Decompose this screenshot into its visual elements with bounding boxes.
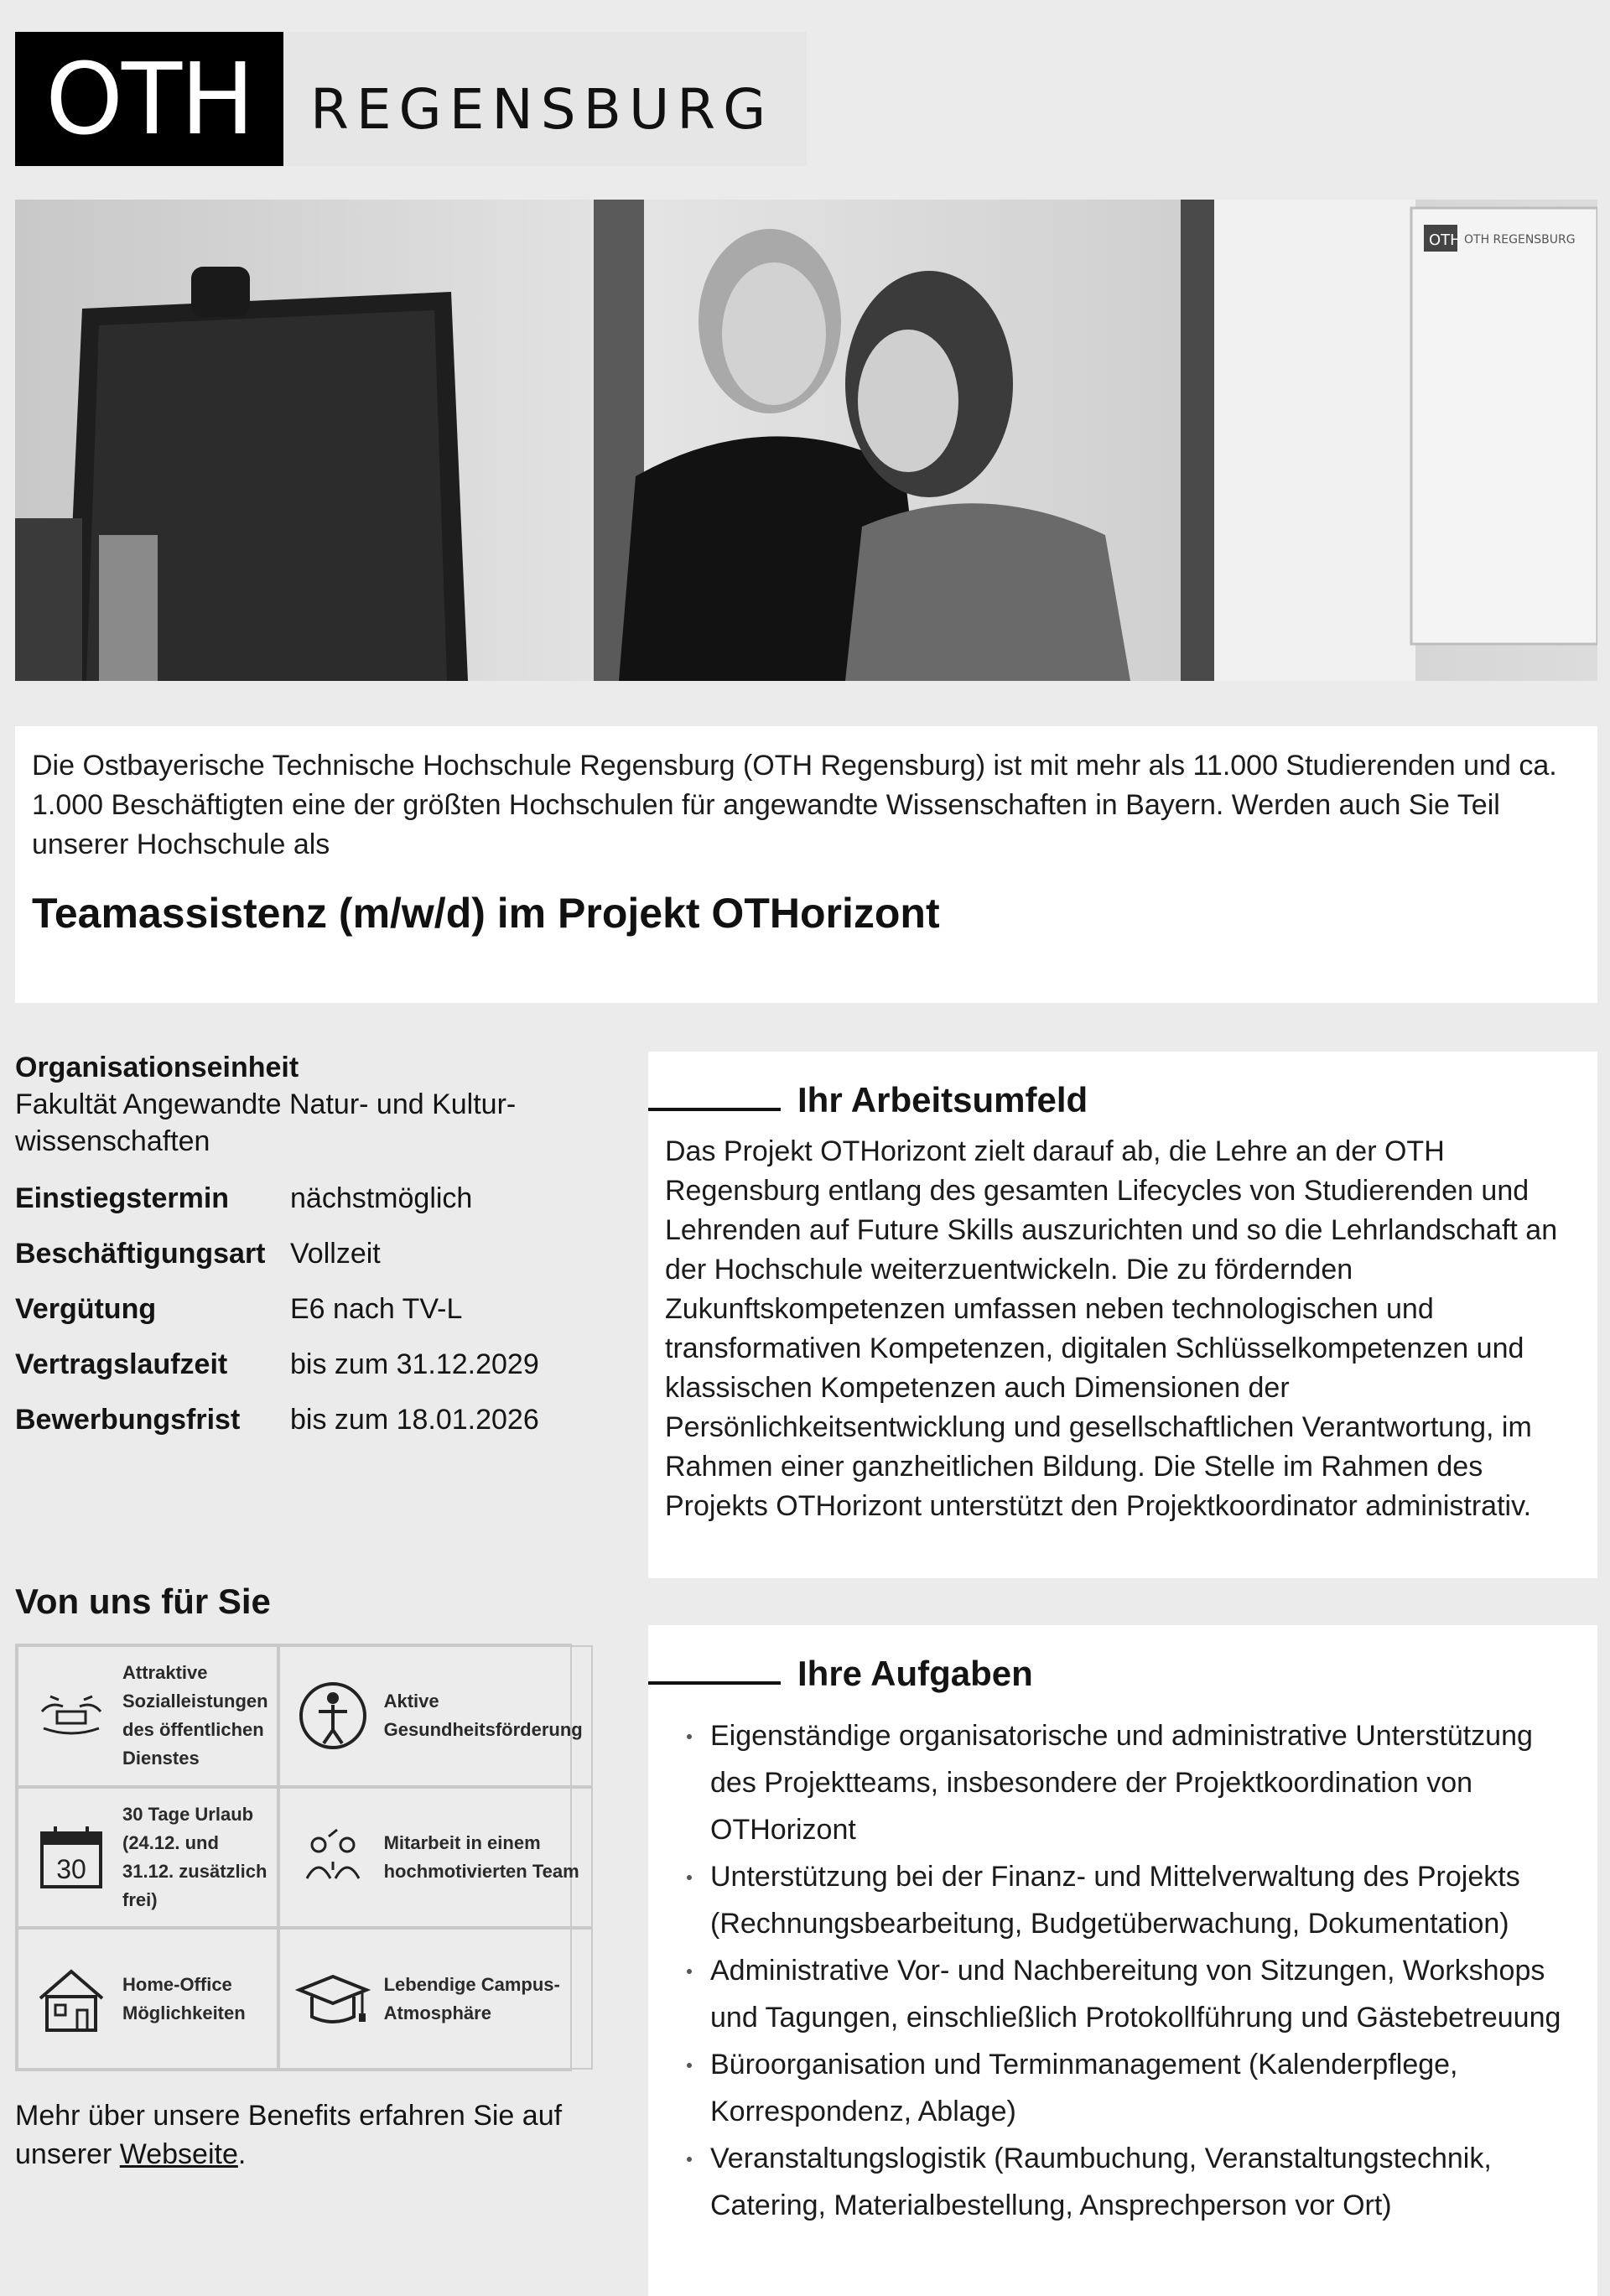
fact-label: Vertragslaufzeit bbox=[15, 1348, 228, 1380]
benefit-text: 30 Tage Urlaub (24.12. und 31.12. zusätzlich frei) bbox=[122, 1803, 267, 1910]
fact-value: Vollzeit bbox=[290, 1238, 381, 1270]
fact-label: Bewerbungsfrist bbox=[15, 1404, 241, 1436]
benefits-more-suffix: . bbox=[237, 2138, 247, 2170]
task-item: Eigenständige organisatorische und administrative Unterstützung des Projektteams, insbesondere der Projektkoordination von OTHorizont bbox=[687, 1712, 1579, 1853]
intro-box bbox=[15, 726, 1597, 1003]
task-item: Veranstaltungslogistik (Raumbuchung, Veranstaltungstechnik, Catering, Materialbestellung, Ansprechperson vor Ort) bbox=[687, 2135, 1579, 2229]
job-facts bbox=[15, 1051, 602, 1436]
fact-row bbox=[15, 1237, 602, 1270]
fact-value: bis zum 18.01.2026 bbox=[290, 1404, 539, 1436]
benefit-item bbox=[278, 1787, 593, 1929]
benefit-text: Home-Office Möglichkeiten bbox=[122, 1973, 246, 2023]
heading-rule bbox=[648, 1681, 781, 1685]
health-icon bbox=[295, 1678, 371, 1753]
org-value: Fakultät Angewandte Natur- und Kultur-wissenschaften bbox=[15, 1088, 517, 1157]
task-item: Administrative Vor- und Nachbereitung von Sitzungen, Workshops und Tagungen, einschließlich Protokollführung und Gästebetreuung bbox=[687, 1947, 1579, 2041]
logo-mark-box bbox=[15, 32, 283, 166]
hero-photo bbox=[15, 200, 1597, 681]
benefits-more-prefix: Mehr über unsere Benefits erfahren Sie auf unserer bbox=[15, 2100, 563, 2170]
fact-value: nächstmöglich bbox=[290, 1182, 473, 1214]
benefits-grid bbox=[15, 1644, 583, 2071]
graduation-cap-icon bbox=[295, 1961, 371, 2037]
fact-value: bis zum 31.12.2029 bbox=[290, 1348, 539, 1380]
tasks-header bbox=[648, 1642, 1597, 1706]
heading-rule bbox=[648, 1108, 781, 1111]
benefit-text: Aktive Gesundheitsförderung bbox=[383, 1691, 583, 1741]
website-link[interactable]: Webseite bbox=[119, 2138, 238, 2170]
benefits-heading: Von uns für Sie bbox=[15, 1582, 271, 1621]
tasks-heading: Ihre Aufgaben bbox=[797, 1654, 1033, 1693]
job-title: Teamassistenz (m/w/d) im Projekt OTHorizont bbox=[32, 890, 940, 937]
team-icon bbox=[295, 1820, 371, 1895]
benefit-item bbox=[17, 1645, 278, 1787]
oth-logo bbox=[15, 32, 807, 166]
benefit-item bbox=[278, 1928, 593, 2070]
poster-logo: OTH REGENSBURG bbox=[1464, 233, 1576, 247]
fact-label: Einstiegstermin bbox=[15, 1182, 230, 1214]
hero-illustration bbox=[15, 200, 1597, 681]
environment-text: Das Projekt OTHorizont zielt darauf ab, die Lehre an der OTH Regensburg entlang des gesamten Lifecycles von Studierenden und Lehrenden auf Future Skills auszurichten und so die Lehrlandschaft an der Hochschule weiterzuentwickeln. Die zu fördernden Zukunftskompetenzen umfassen neben technologischen und transformativen Kompetenzen, digitalen Schlüsselkompetenzen und klassischen Kompetenzen auch Dimensionen der Persönlichkeitsentwicklung und gesellschaftlichen Verantwortung, im Rahmen einer ganzheitlichen Bildung. Die Stelle im Rahmen des Projekts OTHorizont unterstützt den Projektkoordinator administrativ. bbox=[665, 1135, 1558, 1522]
logo-mark: OTH bbox=[45, 41, 253, 157]
benefits-more bbox=[15, 2096, 585, 2174]
benefit-item bbox=[17, 1787, 278, 1929]
fact-row bbox=[15, 1348, 602, 1381]
task-item: Unterstützung bei der Finanz- und Mittelverwaltung des Projekts (Rechnungsbearbeitung, Budgetüberwachung, Dokumentation) bbox=[687, 1853, 1579, 1947]
org-label: Organisationseinheit bbox=[15, 1052, 299, 1083]
benefit-item bbox=[17, 1928, 278, 2070]
fact-row bbox=[15, 1292, 602, 1326]
calendar-icon bbox=[34, 1820, 109, 1895]
logo-name: REGENSBURG bbox=[310, 77, 774, 142]
environment-header bbox=[648, 1068, 1597, 1132]
environment-card bbox=[648, 1052, 1597, 1578]
benefit-text: Attraktive Sozialleistungen des öffentlichen Dienstes bbox=[122, 1662, 268, 1769]
benefit-text: Lebendige Campus-Atmosphäre bbox=[383, 1973, 560, 2023]
calendar-icon-label: 30 bbox=[56, 1853, 86, 1884]
svg-text:OTH: OTH bbox=[1429, 231, 1462, 249]
environment-heading: Ihr Arbeitsumfeld bbox=[797, 1080, 1088, 1119]
benefit-item bbox=[278, 1645, 593, 1787]
task-item: Büroorganisation und Terminmanagement (Kalenderpflege, Korrespondenz, Ablage) bbox=[687, 2041, 1579, 2135]
social-benefits-icon bbox=[34, 1678, 109, 1753]
tasks-card bbox=[648, 1625, 1597, 2296]
fact-row bbox=[15, 1182, 602, 1215]
fact-label: Vergütung bbox=[15, 1293, 157, 1325]
benefit-text: Mitarbeit in einem hochmotivierten Team bbox=[383, 1831, 579, 1882]
fact-value: E6 nach TV-L bbox=[290, 1293, 463, 1325]
fact-label: Beschäftigungsart bbox=[15, 1238, 266, 1270]
tasks-list bbox=[648, 1712, 1597, 2229]
home-office-icon bbox=[34, 1961, 109, 2037]
fact-row bbox=[15, 1403, 602, 1436]
intro-text: Die Ostbayerische Technische Hochschule Regensburg (OTH Regensburg) ist mit mehr als 11.000 Studierenden und ca. 1.000 Beschäftigten eine der größten Hochschulen für angewandte Wissenschaften in Bayern. Werden auch Sie Teil unserer Hochschule als bbox=[32, 750, 1557, 860]
